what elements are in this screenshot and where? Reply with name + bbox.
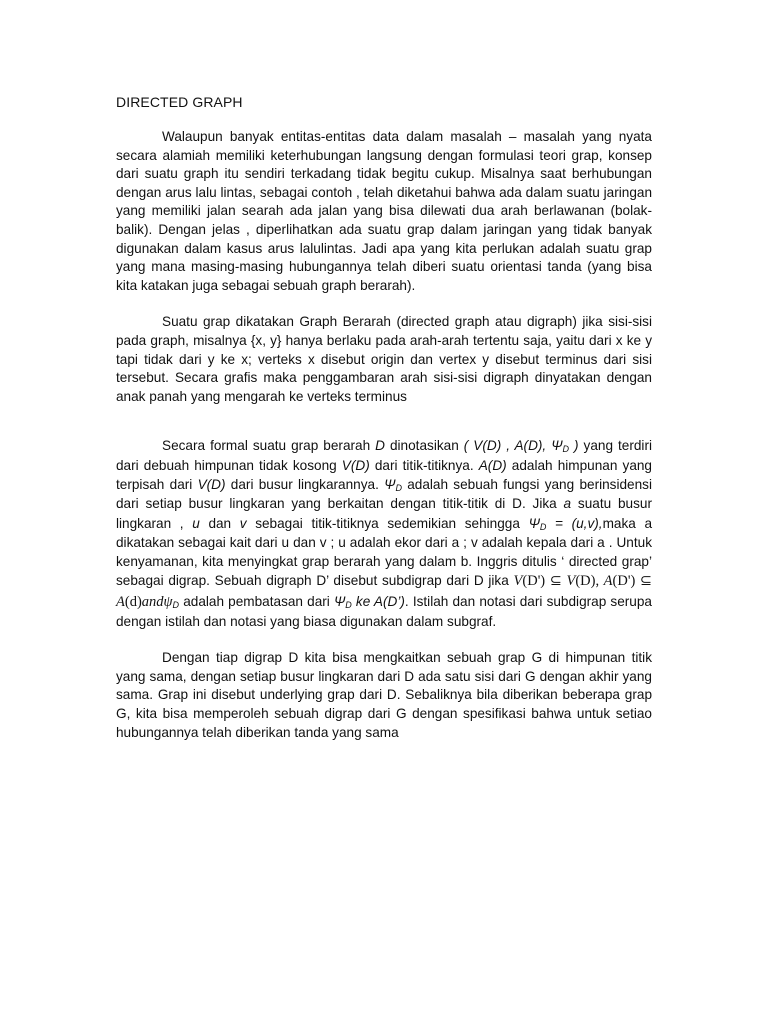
math-vd: V(D) — [341, 457, 370, 473]
text-span: maka a dikatakan sebagai kait dari u dan v ; u adalah ekor dari a ; v adalah kepala dari a . Untuk kenyamanan, kita menyingkat grap berarah yang dalam b. Inggris ditulis ‘ directed grap’ sebagai digrap. Sebuah digraph D’ disebut subdigrap dari D jika — [116, 515, 653, 589]
psi-symbol: Ψ — [528, 515, 540, 531]
text-span: dari busur lingkarannya. — [225, 476, 385, 492]
text-span: ( V(D) , A(D), Ψ — [463, 438, 563, 454]
text-span: sebagai titik-titiknya sedemikian sehingga — [246, 515, 529, 531]
formula-part: (D') — [522, 573, 546, 590]
formula-part: V — [513, 573, 523, 590]
formula-part: A — [603, 573, 613, 590]
text-span: . Istilah dan notasi dari subdigrap serupa dengan istilah dan notasi yang biasa digunakan dalam subgraf. — [116, 593, 652, 629]
math-d: D — [375, 438, 385, 454]
formula-part: V — [566, 573, 576, 590]
formula-part: A — [116, 593, 125, 610]
paragraph-formal-notation — [116, 436, 652, 631]
formula-part: (D') ⊆ — [612, 573, 653, 590]
math-a: a — [563, 496, 572, 512]
paragraph-definition: Suatu grap dikatakan Graph Berarah (directed graph atau digraph) jika sisi-sisi pada graph, misalnya {x, y} hanya berlaku pada arah-arah tertentu saja, yaitu dari x ke y tapi tidak dari y ke x; verteks x disebut origin dan vertex y disebut terminus dari sisi tersebut. Secara grafis maka penggambaran arah sisi-sisi digraph dinyatakan dengan anak panah yang mengarah ke verteks terminus — [116, 314, 652, 404]
formula-part: (D), — [575, 573, 604, 590]
document-title: DIRECTED GRAPH — [116, 94, 243, 110]
paragraph-underlying-graph: Dengan tiap digrap D kita bisa mengkaitkan sebuah grap G di himpunan titik yang sama, dengan setiap busur lingkaran dari D ada satu sisi dari G dengan akhir yang sama. Grap ini disebut underlying grap dari D. Sebaliknya bila diberikan beberapa grap G, kita bisa memperoleh sebuah digrap dari G dengan spesifikasi bahwa untuk setiao hubungannya telah diberikan tanda yang sama — [116, 650, 652, 740]
formula-part: and — [141, 593, 164, 610]
text-span: ke A(D’) — [351, 593, 405, 609]
math-psi — [334, 594, 405, 609]
text-span: dari titik-titiknya. — [369, 457, 479, 473]
subscript: D — [539, 521, 547, 532]
math-psi-uv — [529, 516, 603, 531]
text-span: suatu busur lingkaran , — [116, 496, 653, 531]
text-span: dan — [199, 515, 240, 531]
text-span: dinotasikan — [384, 438, 464, 454]
psi-symbol: Ψ — [333, 593, 346, 609]
math-ad: A(D) — [478, 457, 507, 473]
formula-part: (d) — [124, 593, 142, 610]
text-span: yang terdiri dari debuah himpunan tidak kosong — [116, 438, 652, 473]
text-span: adalah himpunan yang terpisah dari — [116, 457, 652, 492]
subscript: D — [395, 482, 402, 493]
document-page — [116, 92, 652, 742]
subscript: D — [562, 444, 569, 455]
text-span: ) — [569, 438, 579, 454]
text-span: adalah pembatasan dari — [179, 593, 334, 609]
math-psi — [384, 477, 402, 492]
math-v: v — [239, 515, 247, 531]
text-span: Secara formal suatu grap berarah — [162, 438, 376, 454]
text-span: adalah sebuah fungsi yang berinsidensi dari setiap busur lingkaran yang berkaitan dengan titik-titik di D. Jika — [116, 476, 652, 512]
text-span: = (u,v), — [546, 515, 603, 531]
formula-part: ⊆ — [545, 573, 567, 590]
math-vd: V(D) — [197, 476, 226, 492]
psi-symbol: Ψ — [384, 476, 396, 492]
subscript: D — [345, 599, 352, 610]
math-u: u — [192, 515, 200, 531]
math-tuple — [464, 438, 579, 453]
formula-part: ψ — [163, 593, 173, 610]
paragraph-intro: Walaupun banyak entitas-entitas data dalam masalah – masalah yang nyata secara alamiah memiliki keterhubungan langsung dengan formulasi teori grap, konsep dari suatu graph itu sendiri terkadang tidak begitu cukup. Misalnya saat berhubungan dengan arus lalu lintas, sebagai contoh , telah diketahui bahwa ada dalam suatu jaringan yang memiliki jalan searah ada jalan yang bisa dilewati dua arah berlawanan (bolak-balik). Dengan jelas , diperlihatkan ada suatu grap dalam jaringan yang tidak banyak digunakan dalam kasus arus lalulintas. Jadi apa yang kita perlukan adalah suatu grap yang mana masing-masing hubungannya telah diberi suatu orientasi tanda (yang bisa kita katakan juga sebagai sebuah graph berarah). — [116, 129, 652, 293]
subscript: D — [172, 599, 180, 610]
